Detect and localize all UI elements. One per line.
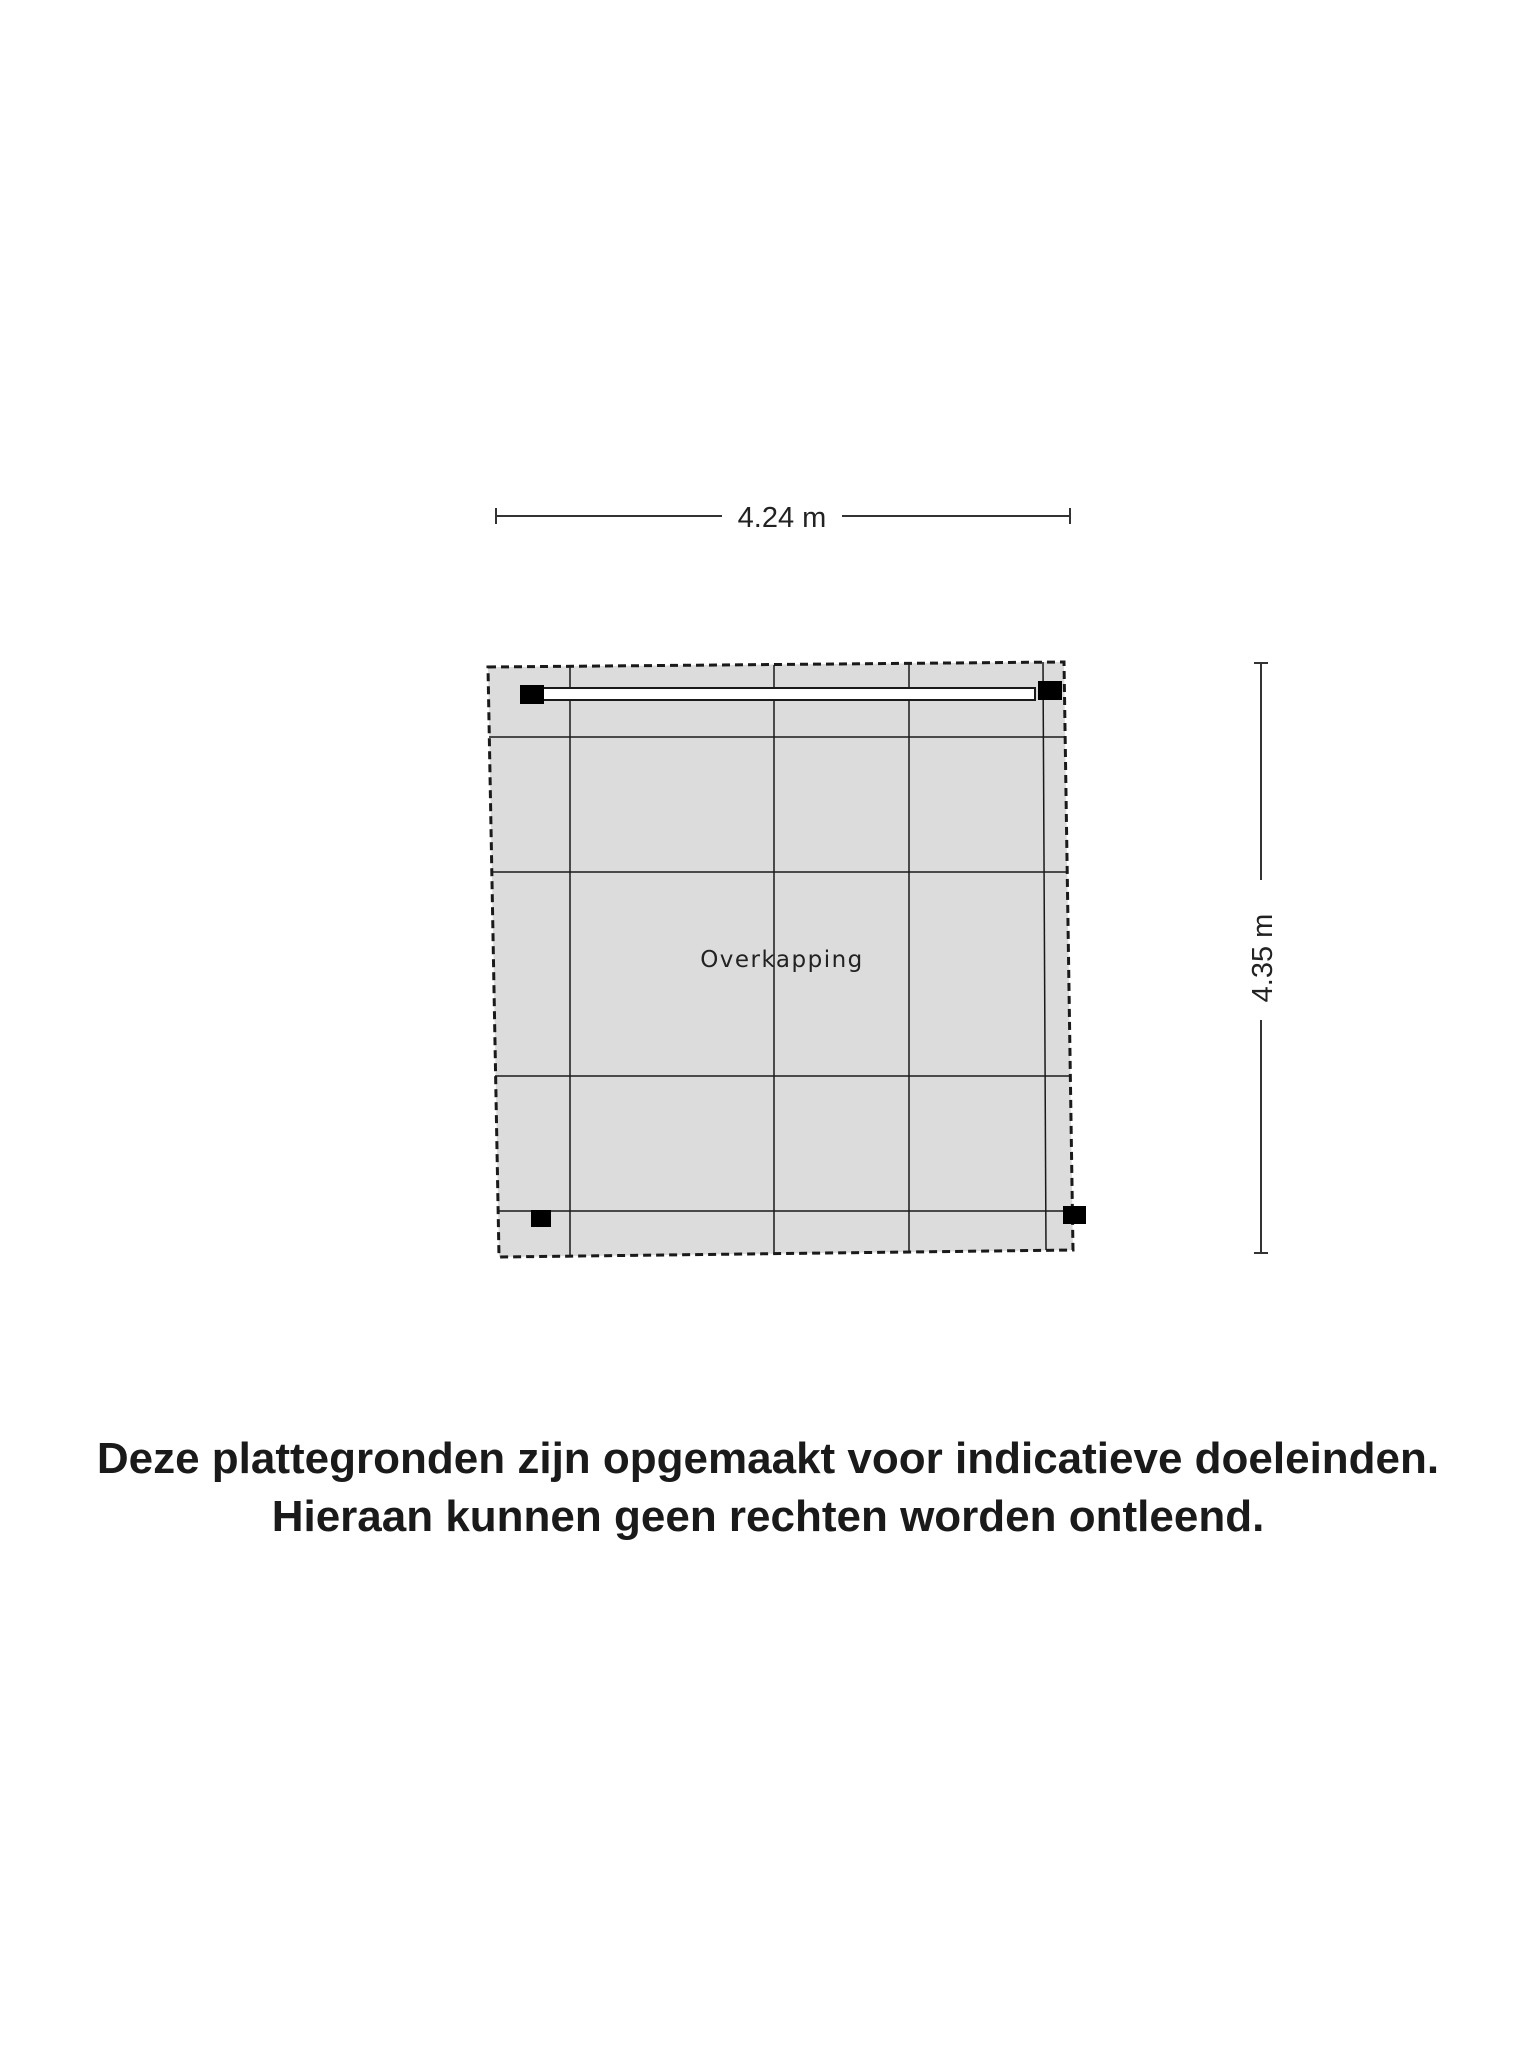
roof-beam bbox=[535, 688, 1035, 700]
post-top-left bbox=[520, 685, 544, 704]
post-bottom-left bbox=[531, 1210, 551, 1227]
room-label: Overkapping bbox=[700, 947, 864, 973]
post-bottom-right bbox=[1063, 1206, 1086, 1224]
disclaimer-line-1: Deze plattegronden zijn opgemaakt voor indicatieve doeleinden. bbox=[96, 1434, 1440, 1483]
height-dimension bbox=[1247, 663, 1279, 1253]
disclaimer-line-2: Hieraan kunnen geen rechten worden ontleend. bbox=[271, 1492, 1265, 1541]
width-dimension bbox=[496, 502, 1070, 534]
width-label: 4.24 m bbox=[737, 502, 827, 534]
post-top-right bbox=[1038, 681, 1062, 700]
height-label: 4.35 m bbox=[1247, 913, 1279, 1003]
